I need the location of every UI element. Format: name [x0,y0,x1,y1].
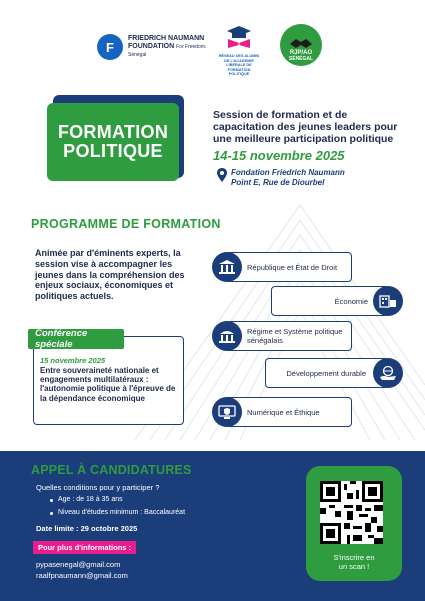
programme-intro: Animée par d'éminents experts, la session vise à accompagner les jeunes dans la compréhension des enjeux sociaux, économiques et politiques actuels. [35,248,185,302]
fnf-name-1: FRIEDRICH NAUMANN [128,35,205,42]
rjp-country: SÉNÉGAL [288,56,314,62]
topic-label: Économie [334,296,368,306]
parliament-icon [212,321,242,351]
hand-globe-icon [373,358,403,388]
title-line-2: POLITIQUE [63,141,163,161]
location-line-1: Fondation Friedrich Naumann [231,168,345,177]
reseau-alumni-logo [218,25,260,77]
appel-heading: APPEL À CANDIDATURES [31,463,192,477]
criterion-text: Niveau d'études minimum : Baccalauréat [58,509,186,516]
more-info-label: Pour plus d'informations : [33,541,136,554]
topic-numerique [224,397,352,427]
topic-economie [271,286,389,316]
conference-tag: Conférence spéciale [28,329,124,349]
title-block [47,103,179,181]
topic-republique [224,252,352,282]
qr-code[interactable] [320,481,383,544]
fnf-country: Sénégal [128,52,147,58]
handshake-icon [289,36,313,50]
event-dates: 14-15 novembre 2025 [213,148,345,163]
deadline: Date limite : 29 octobre 2025 [36,524,138,533]
qr-label-line-2: un scan ! [338,562,370,571]
criterion-age [50,496,123,503]
conference-date: 15 novembre 2025 [40,356,106,365]
fnf-wordmark [128,35,206,59]
topic-developpement [265,358,389,388]
fnf-tagline: For Freedom. [176,44,207,50]
graduate-book-icon [226,25,252,49]
fnf-name-2: FOUNDATION [128,43,175,50]
qr-label-line-1: S'inscrire en [333,553,375,562]
location-line-2: Point E, Rue de Diourbel [231,177,325,187]
topic-label: Régime et Système politique sénégalais [247,327,343,345]
topic-label: Numérique et Éthique [247,407,320,417]
qr-label [306,553,402,571]
reseau-text: RÉSEAU DES ALUMNI DE L'ACADEMIE LIBÉRALE DE FORMATION POLITIQUE [218,54,260,76]
conditions-question: Quelles conditions pour y participer ? [36,483,160,492]
topic-regime [224,321,352,351]
email-link[interactable]: pypasenegal@gmail.com [36,560,121,569]
fnf-mark-icon: F [97,34,123,60]
criterion-text: Age : de 18 à 35 ans [58,496,123,503]
conference-title: Entre souveraineté nationale et engagements multilatéraux : l'autonomie politique à l'épreuve de la dépendance économique [40,366,176,403]
event-location [217,168,345,187]
title-line-1: FORMATION [57,122,169,142]
session-description: Session de formation et de capacitation des jeunes leaders pour une meilleure participation politique [213,109,398,145]
government-building-icon [212,252,242,282]
email-link[interactable]: raalfpnaumann@gmail.com [36,571,128,580]
programme-heading: PROGRAMME DE FORMATION [31,217,221,231]
bank-icon [373,286,403,316]
rjp-name: RJP/AO [289,50,313,56]
fnf-logo [97,34,206,60]
topic-label: République et État de Droit [247,262,338,272]
topic-label: Développement durable [286,368,366,378]
location-pin-icon [217,168,227,182]
criterion-education [50,509,185,516]
rjp-logo [280,24,322,66]
bullet-icon [50,499,53,502]
bullet-icon [50,512,53,515]
digital-shield-icon [212,397,242,427]
